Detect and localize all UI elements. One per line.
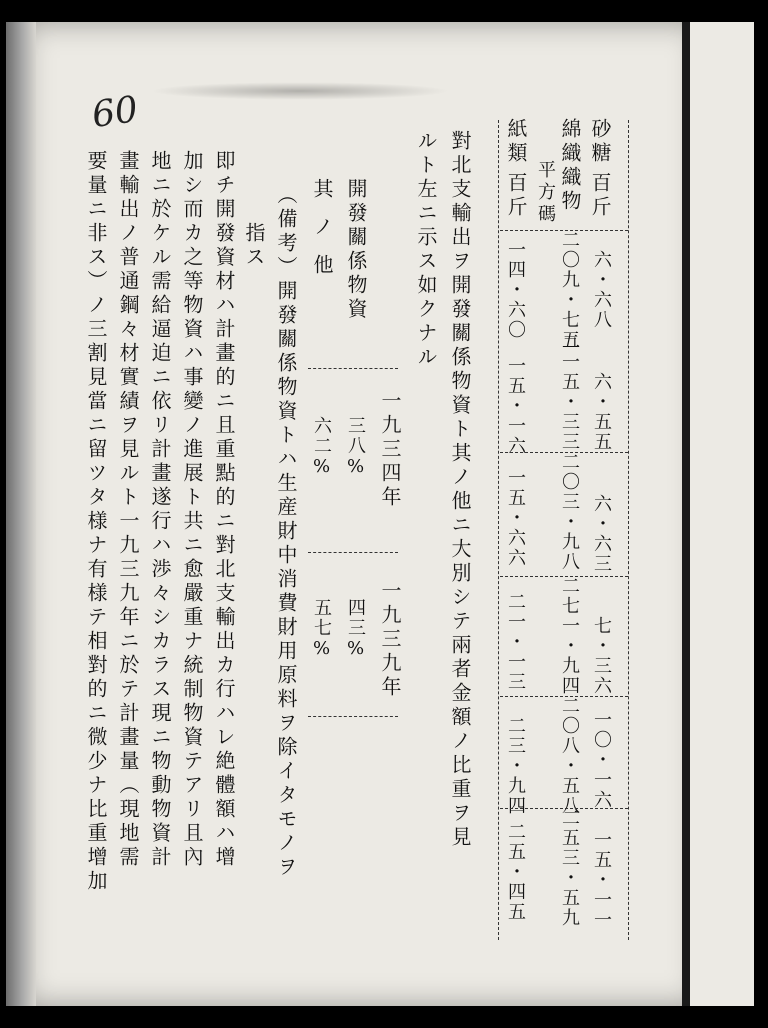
body-line-3: 地ニ於ケル需給逼迫ニ依リ計畫遂行ハ渉々シカラス現ニ物動物資計	[148, 150, 172, 870]
body-line-4: 畫輸出ノ普通鋼々材實績ヲ見ルト一九三九年ニ於テ計畫量（現地需	[116, 150, 140, 870]
note-line-1: （備考）開發關係物資トハ生産財中消費財用原料ヲ除イタモノヲ	[274, 184, 298, 880]
table-rule	[500, 230, 628, 231]
paper-value-1: 一四・六〇	[505, 240, 526, 340]
ratio-value-other-1939: 五七%	[311, 598, 332, 661]
textiles-value-3: 二〇三・九八	[559, 452, 580, 572]
paper-unit: 百斤	[504, 172, 528, 220]
paper-value-6: 二五・四五	[505, 822, 526, 922]
handwritten-page-number: 60	[89, 89, 141, 136]
page-fold	[682, 22, 690, 1006]
textiles-value-5: 二〇八・五八	[559, 696, 580, 816]
textiles-value-1: 二〇九・七五	[559, 230, 580, 350]
table-rule	[500, 452, 628, 453]
paper-value-4: 二一・一三	[505, 592, 526, 692]
facing-page-edge	[690, 22, 754, 1006]
paper-value-5: 二三・九四	[505, 716, 526, 816]
sugar-label: 砂糖	[588, 118, 612, 166]
sugar-value-5: 一〇・一六	[591, 710, 612, 810]
body-line-2: 加シ而カ之等物資ハ事變ノ進展ト共ニ愈嚴重ナ統制物資テアリ且內	[180, 150, 204, 870]
sugar-unit: 百斤	[588, 172, 612, 220]
sugar-value-3: 六・六三	[591, 494, 612, 574]
textiles-value-2: 二一五・三三	[559, 332, 580, 452]
table-rule	[308, 716, 398, 717]
paper-label: 紙類	[504, 118, 528, 166]
paper-value-3: 一五・六六	[505, 468, 526, 568]
textiles-value-4: 二七一・九四	[559, 576, 580, 696]
table-rule	[308, 552, 398, 553]
table-rule	[308, 368, 398, 369]
ratio-label-other: 其ノ他	[310, 178, 334, 292]
table-rule	[500, 576, 628, 577]
scan-smudge	[150, 82, 450, 100]
ratio-value-development-1934: 三八%	[345, 416, 366, 479]
sugar-value-1: 六・六八	[591, 250, 612, 330]
body-line-1: 即チ開發資材ハ計畫的ニ且重點的ニ對北支輸出カ行ハレ絶體額ハ增	[212, 150, 236, 870]
ratio-year-1939: 一九三九年	[378, 580, 402, 700]
sugar-value-6: 一五・一一	[591, 830, 612, 930]
table-rule	[500, 696, 628, 697]
paper-value-2: 一五・一六	[505, 356, 526, 456]
ratio-value-development-1939: 四三%	[345, 598, 366, 661]
sugar-value-4: 七・三六	[591, 616, 612, 696]
textiles-label: 綿織織物	[558, 118, 582, 214]
ratio-year-1934: 一九三四年	[378, 390, 402, 510]
intro-line-1: 對北支輸出ヲ開發關係物資ト其ノ他ニ大別シテ兩者金額ノ比重ヲ見	[448, 130, 472, 850]
table-rule	[628, 120, 629, 940]
ratio-label-development: 開發關係物資	[344, 178, 368, 322]
book-spine	[6, 22, 36, 1006]
body-line-5: 要量ニ非ス）ノ三割見當ニ留ツタ様ナ有様テ相對的ニ微少ナ比重增加	[84, 150, 108, 894]
table-rule	[498, 120, 499, 940]
table-rule	[500, 808, 628, 809]
note-line-2: 指ス	[242, 222, 266, 270]
textiles-unit: 平方碼	[535, 160, 556, 226]
intro-line-2: ルト左ニ示ス如クナル	[414, 130, 438, 370]
sugar-value-2: 六・五五	[591, 372, 612, 452]
textiles-value-6: 二五三・五九	[559, 808, 580, 928]
ratio-value-other-1934: 六二%	[311, 416, 332, 479]
